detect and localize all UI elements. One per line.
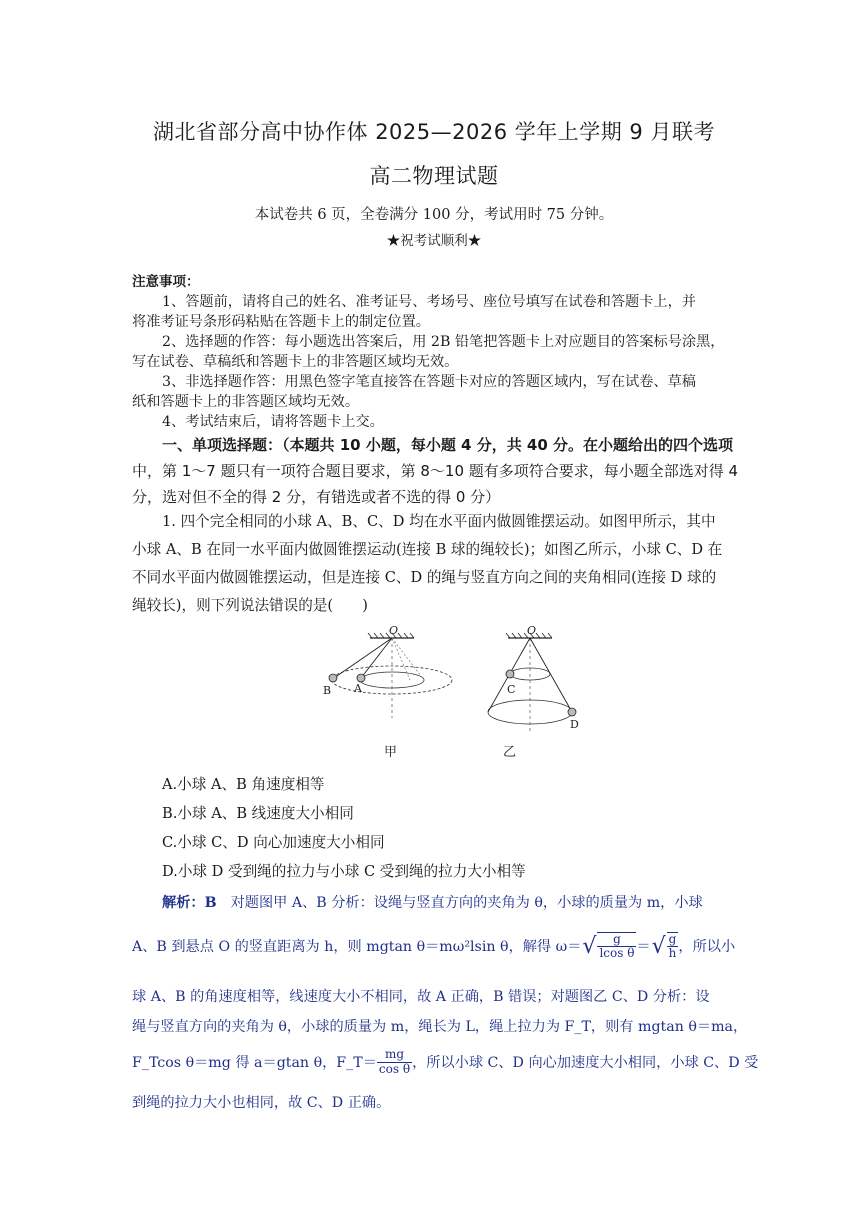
fraction-numerator: mg [377,1048,412,1062]
ball-b [329,674,337,682]
sqrt-symbol: √ [582,933,597,959]
solution-line-2 [132,924,742,968]
solution-line-5 [132,1042,759,1082]
option-d: D.小球 D 受到绳的拉力与小球 C 受到绳的拉力大小相等 [162,863,526,880]
solution-line-4: 绳与竖直方向的夹角为 θ，小球的质量为 m，绳长为 L，绳上拉力为 F_T，则有 mgtan θ＝ma， [132,1019,748,1035]
notice-line: 4、考试结束后，请将答题卡上交。 [162,414,384,430]
ball-a-label: A [354,682,362,695]
good-luck-note: ★祝考试顺利★ [386,233,482,249]
figure-yi-label: 乙 [503,745,517,760]
fraction [377,1048,412,1075]
figure-yi [488,624,579,760]
question-stem: 不同水平面内做圆锥摆运动，但是连接 C、D 的绳与竖直方向之间的夹角相同(连接 D 球的 [132,569,717,586]
notice-line: 2、选择题的作答：每小题选出答案后，用 2B 铅笔把答题卡上对应题目的答案标号涂黑， [162,334,725,350]
ball-d [568,708,576,716]
fraction-denominator: h [668,946,677,960]
ball-d-label: D [570,718,579,731]
notice-line: 1、答题前，请将自己的姓名、准考证号、考场号、座位号填写在试卷和答题卡上，并 [162,294,696,310]
fraction-denominator: lcos θ [599,946,635,960]
section-instructions: 中，第 1～7 题只有一项符合题目要求，第 8～10 题有多项符合要求，每小题全部选对得 4 [132,462,739,480]
notice-line: 写在试卷、草稿纸和答题卡上的非答题区域均无效。 [132,354,459,370]
solution-text: F_Tcos θ＝mg 得 a＝gtan θ，F_T＝ [132,1055,377,1071]
option-b: B.小球 A、B 线速度大小相同 [162,805,354,822]
notice-heading: 注意事项： [132,274,200,290]
pivot-label: O [389,624,399,637]
conical-pendulum-figure [310,622,600,762]
question-stem: 绳较长)，则下列说法错误的是( ) [132,597,368,614]
notice-line: 3、非选择题作答：用黑色签字笔直接答在答题卡对应的答题区域内，写在试卷、草稿 [162,374,696,390]
ball-a [357,674,365,682]
solution-line-6: 到绳的拉力大小也相同，故 C、D 正确。 [132,1095,391,1111]
solution-text: ，所以小球 C、D 向心加速度大小相同，小球 C、D 受 [412,1055,759,1071]
solution-answer: B [204,895,217,911]
question-stem: 小球 A、B 在同一水平面内做圆锥摆运动(连接 B 球的绳较长)；如图乙所示，小球 C、D 在 [132,541,723,558]
exam-subtitle: 高二物理试题 [369,164,499,188]
equals-sign: ＝ [636,939,651,955]
solution-text: 对题图甲 A、B 分析：设绳与竖直方向的夹角为 θ，小球的质量为 m，小球 [230,895,703,911]
fraction-denominator: cos θ [378,1061,411,1076]
solution-line-1 [162,892,772,912]
exam-title: 湖北省部分高中协作体 2025—2026 学年上学期 9 月联考 [153,120,715,144]
solution-line-3: 球 A、B 的角速度相等，线速度大小不相同，故 A 正确，B 错误；对题图乙 C、D 分析：设 [132,989,710,1005]
question-stem: 1. 四个完全相同的小球 A、B、C、D 均在水平面内做圆锥摆运动。如图甲所示，其中 [162,513,716,530]
sqrt-symbol: √ [651,933,666,959]
fraction-numerator: g [667,933,679,947]
fraction [667,932,679,960]
figure-jia [323,624,452,760]
fraction [597,932,636,960]
solution-text: A、B 到悬点 O 的竖直距离为 h，则 mgtan θ＝mω²lsin θ，解得 ω＝ [132,939,582,955]
ball-b-label: B [323,684,332,697]
option-c: C.小球 C、D 向心加速度大小相同 [162,834,385,851]
figure-jia-label: 甲 [384,745,398,760]
section-instructions: 分，选对但不全的得 2 分，有错选或者不选的得 0 分） [132,488,501,506]
solution-label: 解析： [162,895,205,911]
notice-line: 纸和答题卡上的非答题区域均无效。 [132,394,360,410]
exam-info: 本试卷共 6 页，全卷满分 100 分，考试用时 75 分钟。 [254,207,614,223]
section-heading: 一、单项选择题：（本题共 10 小题，每小题 4 分，共 40 分。在小题给出的四个选项 [162,436,734,454]
ball-c-label: C [507,683,516,696]
solution-text: ，所以小 [678,939,736,955]
ball-c [506,670,514,678]
option-a: A.小球 A、B 角速度相等 [162,776,325,793]
pivot-label: O [527,624,537,637]
fraction-numerator: g [597,933,636,947]
notice-line: 将准考证号条形码粘贴在答题卡上的制定位置。 [132,314,430,330]
